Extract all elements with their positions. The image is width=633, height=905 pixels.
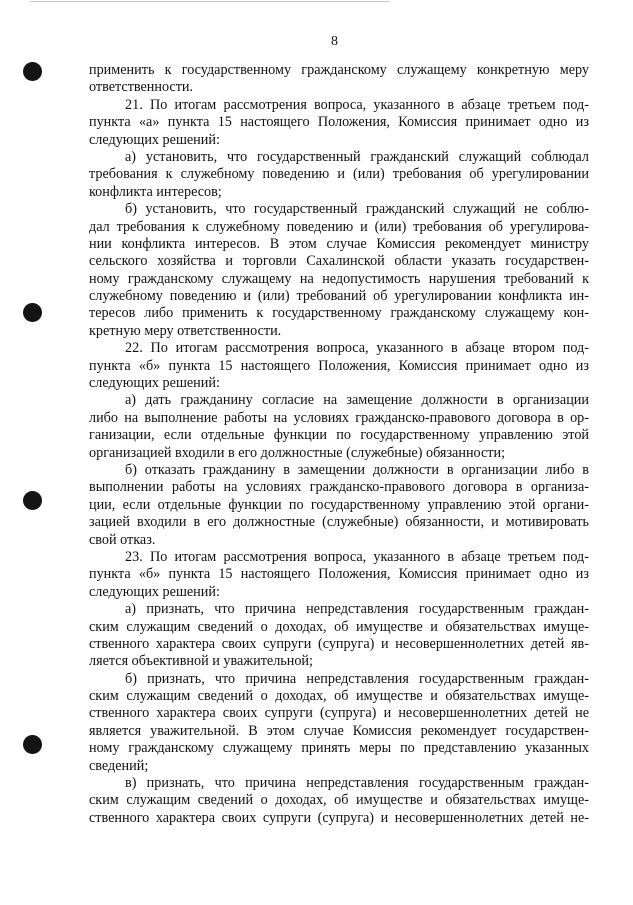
text-line: служебному поведению и (или) требований об урегулировании конфликта ин-: [89, 288, 589, 305]
text-line: следующих решений:: [89, 583, 220, 600]
text-line: ции, если отдельные функции по государственному управлению этой органи-: [89, 496, 589, 513]
text-line: дал требования к служебному поведению и (или) требования об урегулирова-: [89, 218, 589, 235]
text-line: тересов либо применить к государственному гражданскому служащему кон-: [89, 305, 589, 322]
text-line: выполнении работы на условиях гражданско-правового договора в организа-: [89, 479, 589, 496]
text-line: а) установить, что государственный гражданский служащий соблюдал: [125, 148, 589, 165]
text-line: пункта «а» пункта 15 настоящего Положения, Комиссия принимает одно из: [89, 114, 589, 131]
text-line: ному гражданскому служащему принять меры по представлению указанных: [89, 740, 589, 757]
text-line: сельского хозяйства и торговли Сахалинской области указать государствен-: [89, 253, 589, 270]
text-line: б) установить, что государственный гражданский служащий не соблю-: [125, 201, 589, 218]
text-line: применить к государственному гражданскому служащему конкретную меру: [89, 62, 589, 78]
text-line: пункта «б» пункта 15 настоящего Положения, Комиссия принимает одно из: [89, 566, 589, 583]
text-line: пункта «б» пункта 15 настоящего Положения, Комиссия принимает одно из: [89, 357, 589, 374]
text-line: 21. По итогам рассмотрения вопроса, указанного в абзаце третьем под-: [125, 96, 589, 113]
text-line: б) признать, что причина непредставления государственным граждан-: [125, 670, 589, 687]
text-line: следующих решений:: [89, 375, 220, 392]
text-line: ским служащим сведений о доходах, об имуществе и обязательствах имуще-: [89, 618, 589, 635]
text-line: зацией входили в его должностные (служебные) обязанности, и мотивировать: [89, 514, 589, 531]
text-line: следующих решений:: [89, 131, 220, 148]
text-line: ганизации, если отдельные функции по государственному управлению этой: [89, 427, 589, 444]
text-line: 23. По итогам рассмотрения вопроса, указанного в абзаце третьем под-: [125, 548, 589, 565]
text-line: б) отказать гражданину в замещении должности в организации либо в: [125, 461, 589, 478]
punch-hole-1: [23, 62, 42, 81]
text-line: ским служащим сведений о доходах, об имуществе и обязательствах имуще-: [89, 792, 589, 809]
text-line: ским служащим сведений о доходах, об имуществе и обязательствах имуще-: [89, 688, 589, 705]
text-line: конфликта интересов;: [89, 183, 222, 200]
punch-hole-4: [23, 735, 42, 754]
text-line: организацией входили в его должностные (служебные) обязанности;: [89, 444, 506, 461]
text-line: нии конфликта интересов. В этом случае Комиссия рекомендует министру: [89, 235, 589, 252]
text-line: свой отказ.: [89, 531, 156, 548]
text-line: кретную меру ответственности.: [89, 322, 282, 339]
text-line: ному гражданскому служащему на недопустимость нарушения требований к: [89, 270, 589, 287]
text-line: ответственности.: [89, 79, 194, 96]
text-line: ственного характера своих супруги (супруга) и несовершеннолетних детей не: [89, 705, 589, 722]
text-line: требования к служебному поведению и (или) требования об урегулировании: [89, 166, 589, 183]
text-line: является уважительной. В этом случае Комиссия рекомендует государствен-: [89, 722, 589, 739]
text-line: ственного характера своих супруги (супруга) и несовершеннолетних детей яв-: [89, 635, 589, 652]
punch-hole-3: [23, 491, 42, 510]
text-line: сведений;: [89, 757, 149, 774]
text-line: либо на выполнение работы на условиях гражданско-правового договора в ор-: [89, 409, 589, 426]
punch-hole-2: [23, 303, 42, 322]
page-number: 8: [331, 34, 338, 49]
text-line: а) признать, что причина непредставления государственным граждан-: [125, 601, 589, 618]
text-line: 22. По итогам рассмотрения вопроса, указанного в абзаце втором под-: [125, 340, 589, 357]
text-line: ственного характера своих супруги (супруга) и несовершеннолетних детей не-: [89, 809, 589, 826]
text-line: ляется объективной и уважительной;: [89, 653, 313, 670]
document-body-text: [89, 62, 589, 827]
top-edge-line: [30, 1, 390, 2]
text-line: а) дать гражданину согласие на замещение должности в организации: [125, 392, 589, 409]
text-line: в) признать, что причина непредставления государственным граждан-: [125, 775, 589, 792]
